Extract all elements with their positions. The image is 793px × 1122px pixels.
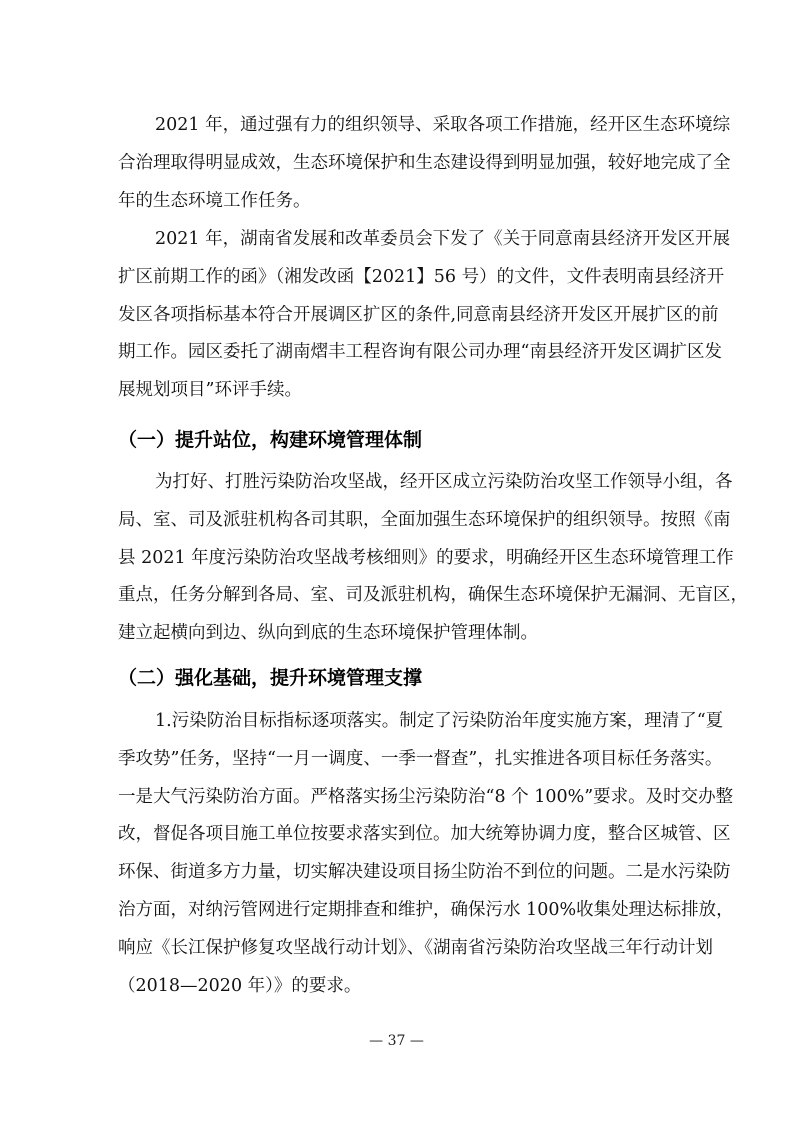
text-line: 季攻势”任务，坚持“一月一调度、一季一督查”，扎实推进各项目标任务落实。: [118, 748, 723, 769]
text-line: 环保、街道多方力量，切实解决建设项目扬尘防治不到位的问题。二是水污染防: [118, 862, 731, 883]
text-line: 治方面，对纳污管网进行定期排查和维护，确保污水 100%收集处理达标排放，: [118, 899, 734, 920]
paragraph-2021-overview: [118, 107, 731, 220]
section-heading-2: （二）强化基础，提升环境管理支撑: [118, 667, 423, 689]
text-line: 县 2021 年度污染防治攻坚战考核细则》的要求，明确经开区生态环境管理工作: [118, 547, 734, 568]
paragraph-pollution-targets: [118, 703, 734, 1005]
section-heading-1: （一）提升站位，构建环境管理体制: [118, 429, 423, 451]
text-line: 局、室、司及派驻机构各司其职，全面加强生态环境保护的组织领导。按照《南: [118, 509, 731, 530]
page-number: — 37 —: [369, 1033, 424, 1049]
text-line: 发区各项指标基本符合开展调区扩区的条件,同意南县经济开发区开展扩区的前: [118, 304, 719, 325]
paragraph-leadership: [118, 464, 748, 653]
text-line: 响应《长江保护修复攻坚战行动计划》、《湖南省污染防治攻坚战三年行动计划: [118, 937, 713, 958]
text-line: 一是大气污染防治方面。严格落实扬尘污染防治“8 个 100%”要求。及时交办整: [118, 786, 734, 807]
text-line: 1.污染防治目标指标逐项落实。制定了污染防治年度实施方案，理清了“夏: [155, 711, 724, 731]
text-line: 期工作。园区委托了湖南熠丰工程咨询有限公司办理“南县经济开发区调扩区发: [118, 342, 722, 363]
text-line: 为打好、打胜污染防治攻坚战，经开区成立污染防治攻坚工作领导小组，各: [155, 472, 733, 492]
text-line: 合治理取得明显成效，生态环境保护和生态建设得到明显加强，较好地完成了全: [118, 152, 731, 173]
text-line: 2021 年，通过强有力的组织领导、采取各项工作措施，经开区生态环境综: [155, 115, 731, 135]
text-line: 扩区前期工作的函》（湘发改函【2021】56 号）的文件，文件表明南县经济开: [118, 266, 725, 287]
text-line: 重点，任务分解到各局、室、司及派驻机构，确保生态环境保护无漏洞、无盲区，: [118, 585, 748, 606]
text-line: 建立起横向到边、纵向到底的生态环境保护管理体制。: [118, 623, 538, 644]
text-line: 年的生态环境工作任务。: [118, 190, 311, 211]
paragraph-expansion-approval: [118, 221, 731, 410]
text-line: 展规划项目”环评手续。: [118, 380, 302, 401]
text-line: （2018—2020 年）》的要求。: [118, 975, 362, 996]
text-line: 2021 年，湖南省发展和改革委员会下发了《关于同意南县经济开发区开展: [155, 229, 731, 249]
text-line: 改，督促各项目施工单位按要求落实到位。加大统筹协调力度，整合区城管、区: [118, 824, 731, 845]
